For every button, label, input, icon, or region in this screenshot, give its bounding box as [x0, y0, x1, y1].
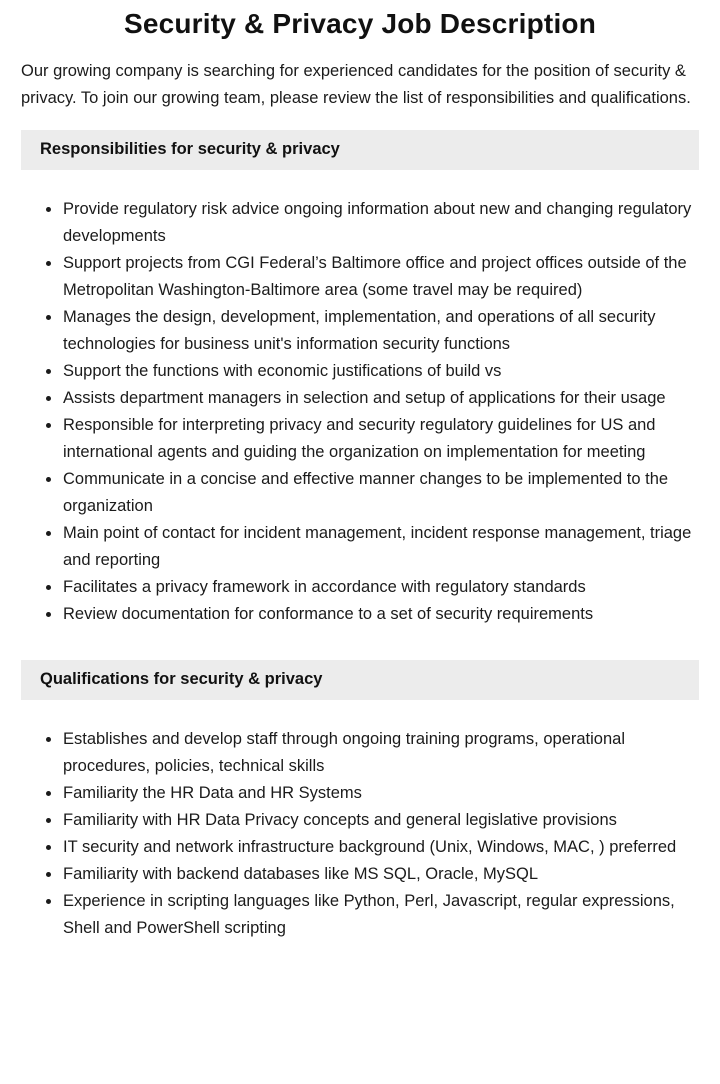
list-item: • Provide regulatory risk advice ongoing information about new and changing regulatory developments — [62, 196, 699, 250]
list-item: • Familiarity with HR Data Privacy concepts and general legislative provisions — [62, 807, 699, 834]
list-item: • Support projects from CGI Federal’s Baltimore office and project offices outside of the Metropolitan Washington-Baltimore area (some travel may be required) — [62, 250, 699, 304]
list-item: • Manages the design, development, implementation, and operations of all security technologies for business unit's information security functions — [62, 304, 699, 358]
responsibilities-list — [21, 196, 699, 628]
section-qualifications — [21, 660, 699, 942]
list-item: • Responsible for interpreting privacy and security regulatory guidelines for US and international agents and guiding the organization on implementation for meeting — [62, 412, 699, 466]
section-responsibilities — [21, 130, 699, 628]
list-item: • Facilitates a privacy framework in accordance with regulatory standards — [62, 574, 699, 601]
list-item: • Assists department managers in selection and setup of applications for their usage — [62, 385, 699, 412]
list-item: • Main point of contact for incident management, incident response management, triage and reporting — [62, 520, 699, 574]
section-heading-responsibilities: Responsibilities for security & privacy — [21, 130, 699, 170]
list-item: • Support the functions with economic justifications of build vs — [62, 358, 699, 385]
list-item: • Familiarity with backend databases like MS SQL, Oracle, MySQL — [62, 861, 699, 888]
list-item: • IT security and network infrastructure background (Unix, Windows, MAC, ) preferred — [62, 834, 699, 861]
list-item: • Experience in scripting languages like Python, Perl, Javascript, regular expressions, Shell and PowerShell scripting — [62, 888, 699, 942]
section-heading-qualifications: Qualifications for security & privacy — [21, 660, 699, 700]
list-item: • Communicate in a concise and effective manner changes to be implemented to the organization — [62, 466, 699, 520]
intro-paragraph: Our growing company is searching for experienced candidates for the position of security & privacy. To join our growing team, please review the list of responsibilities and qualifications. — [21, 62, 691, 107]
list-item: • Review documentation for conformance to a set of security requirements — [62, 601, 699, 628]
list-item: • Establishes and develop staff through ongoing training programs, operational procedures, policies, technical skills — [62, 726, 699, 780]
qualifications-list — [21, 726, 699, 942]
page-title: Security & Privacy Job Description — [123, 8, 597, 39]
list-item: • Familiarity the HR Data and HR Systems — [62, 780, 699, 807]
